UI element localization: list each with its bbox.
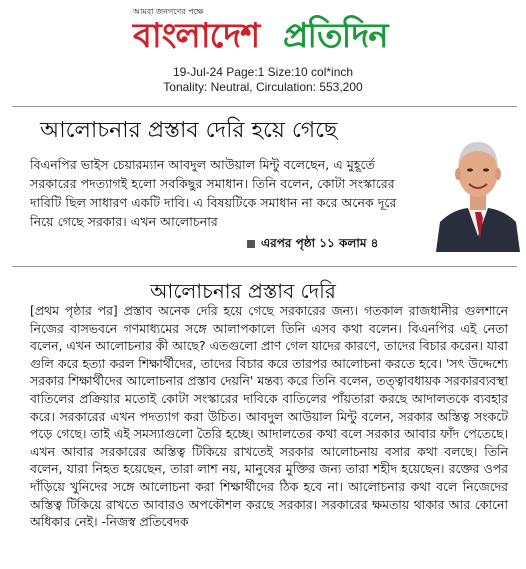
divider-middle xyxy=(12,266,517,267)
article-headline: আলোচনার প্রস্তাব দেরি হয়ে গেছে xyxy=(40,118,338,143)
masthead-tagline: আমরা জনগণের পক্ষে xyxy=(133,7,204,16)
divider-top xyxy=(12,106,517,107)
masthead-title-red: বাংলাদেশ xyxy=(133,16,260,56)
masthead-title-green: প্রতিদিন xyxy=(283,16,388,56)
square-bullet-icon xyxy=(247,240,255,248)
continued-headline: আলোচনার প্রস্তাব দেরি xyxy=(150,279,336,303)
person-portrait-icon xyxy=(432,118,524,252)
masthead xyxy=(0,0,526,62)
article-body: [প্রথম পৃষ্ঠার পর] প্রস্তাব অনেক দেরি হয়ে গেছে সরকারের জন্য। গতকাল রাজধানীর গুলশানে নিজের বাসভবনে গণমাধ্যমের সঙ্গে আলাপকালে তিনি এসব কথা বলেন। বিএনপির এই নেতা বলেন, এখন আলোচনার কী আছে? এতগুলো প্রাণ গেল যাদের কারণে, তাদের বিচার করেন। যারা গুলি করে হত্যা করল শিক্ষার্থীদের, তাদের বিচার করে তারপর আলোচনা করতে হবে। 'সৎ উদ্দেশ্যে সরকার শিক্ষার্থীদের আলোচনার প্রস্তাব দেয়নি' মন্তব্য করে তিনি বলেন, তত্ত্বাবধায়ক সরকারব্যবস্থা বাতিলের প্রক্রিয়ার মতোই কোটা সংস্কারের দাবিকে বাতিলের পাঁয়তারা করছে আদালতকে ব্যবহার করে। সরকারের এখন পদত্যাগ করা উচিত। আবদুল আউয়াল মিন্টু বলেন, সরকার অস্তিত্ব সংকটে পড়ে গেছে। তাই এই সমস্যাগুলো তৈরি হচ্ছে। আদালতের কথা বলে সরকার আবার ফাঁদ পেতেছে। এখন আবার সরকারের অস্তিত্ব টিকিয়ে রাখতেই সরকার আলোচনায় বসার কথা বলছে। তিনি বলেন, যারা নিহত হয়েছেন, তারা লাশ নয়, মানুষের মুক্তির জন্য তারা শহীদ হয়েছেন। রক্তের ওপর দাঁড়িয়ে খুনিদের সঙ্গে আলোচনা করা শিক্ষার্থীদের ঠিক হবে না। আলোচনার কথা বলে নিজেদের অস্তিত্ব টিকিয়ে রাখতে আবারও অপকৌশল করছে সরকার। সরকারের ক্ষমতায় থাকার আর কোনো অধিকার নেই। -নিজস্ব প্রতিবেদক xyxy=(30,303,508,530)
article-intro: বিএনপির ভাইস চেয়ারম্যান আবদুল আউয়াল মিন্টু বলেছেন, এ মুহূর্তে সরকারের পদত্যাগই হলো সবকিছুর সমাধান। তিনি বলেন, কোটা সংস্কারের দাবিটি ছিল সাধারণ একটি দাবি। এ বিষয়টিকে সমাধান না করে অনেক দূরে নিয়ে গেছে সরকার। এখন আলোচনার xyxy=(30,157,397,229)
continuation-note xyxy=(247,235,378,255)
continuation-text: এরপর পৃষ্ঠা ১১ কলাম ৪ xyxy=(261,236,379,250)
clipping-meta-tonality: Tonality: Neutral, Circulation: 553,200 xyxy=(163,80,363,94)
clipping-meta-date: 19-Jul-24 Page:1 Size:10 col*inch xyxy=(172,65,354,79)
